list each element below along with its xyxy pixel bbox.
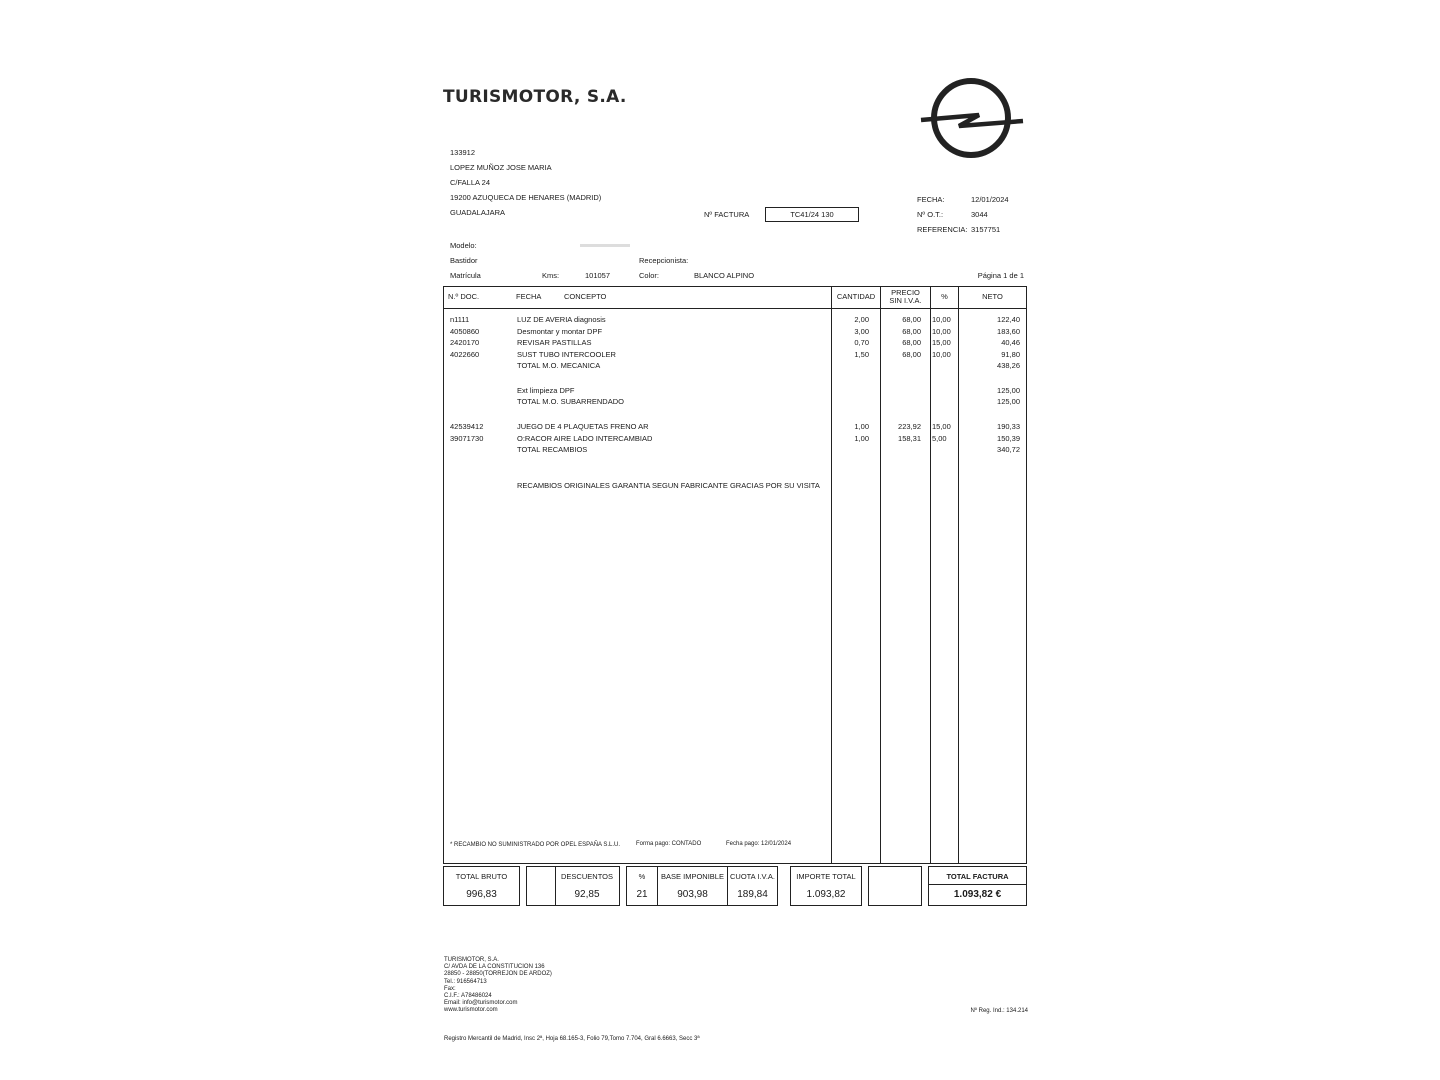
total-bruto-label: TOTAL BRUTO bbox=[455, 872, 508, 881]
color-value: BLANCO ALPINO bbox=[694, 271, 755, 280]
header-neto: NETO bbox=[982, 292, 1003, 301]
empty-box bbox=[868, 866, 922, 906]
tax-box bbox=[626, 866, 778, 906]
modelo-label: Modelo: bbox=[450, 241, 477, 250]
header-precio-sin-iva: SIN I.V.A. bbox=[889, 296, 922, 305]
bastidor-label: Bastidor bbox=[450, 256, 478, 265]
header-cantidad: CANTIDAD bbox=[836, 292, 876, 301]
footer-line: 28850 - 28850(TORREJON DE ARDOZ) bbox=[444, 971, 552, 978]
iva-pct-label: % bbox=[638, 872, 646, 881]
iva-pct-value: 21 bbox=[636, 889, 648, 900]
reg-ind: Nº Reg. Ind.: 134.214 bbox=[970, 1008, 1028, 1014]
table-row: 2420170 REVISAR PASTILLAS 0,70 68,00 15,00 40,46 bbox=[450, 338, 1020, 347]
base-imponible-value: 903,98 bbox=[677, 889, 708, 900]
referencia-value: 3157751 bbox=[971, 225, 1001, 234]
registro-mercantil: Registro Mercantil de Madrid, Insc 2ª, Hoja 68.165-3, Folio 79,Tomo 7.704, Gral 6.6663, Secc 3ª bbox=[444, 1036, 700, 1042]
table-row: 4050860 Desmontar y montar DPF 3,00 68,00 10,00 183,60 bbox=[450, 326, 1020, 336]
forma-pago: Forma pago: CONTADO bbox=[636, 841, 702, 847]
table-row: Ext limpieza DPF 125,00 bbox=[517, 386, 1020, 395]
invoice-number-label: Nº FACTURA bbox=[704, 210, 750, 219]
page-indicator: Página 1 de 1 bbox=[977, 271, 1024, 280]
table-row: 39071730 O:RACOR AIRE LADO INTERCAMBIAD 1,00 158,31 5,00 150,39 bbox=[450, 433, 1020, 443]
kms-label: Kms: bbox=[542, 271, 560, 280]
company-footer bbox=[444, 957, 552, 1015]
footer-line: Tel.: 916564713 bbox=[444, 978, 487, 985]
cuota-iva-label: CUOTA I.V.A. bbox=[729, 872, 775, 881]
customer-city: 19200 AZUQUECA DE HENARES (MADRID) bbox=[450, 193, 602, 202]
footer-line: www.turismotor.com bbox=[444, 1007, 498, 1014]
opel-logo-icon bbox=[919, 76, 1025, 160]
ot-value: 3044 bbox=[971, 210, 988, 219]
footer-line: Email: info@turismotor.com bbox=[444, 1000, 518, 1007]
footer-line: C/ AVDA DE LA CONSTITUCION 136 bbox=[444, 964, 545, 971]
fecha-pago: Fecha pago: 12/01/2024 bbox=[726, 841, 792, 847]
fecha-label: FECHA: bbox=[917, 195, 945, 204]
redacted-modelo bbox=[580, 244, 630, 247]
descuentos-value: 92,85 bbox=[574, 889, 600, 900]
descuentos-box bbox=[526, 866, 620, 906]
table-row: 4022660 SUST TUBO INTERCOOLER 1,50 68,00 10,00 91,80 bbox=[450, 349, 1020, 359]
warranty-note: RECAMBIOS ORIGINALES GARANTIA SEGUN FABRICANTE GRACIAS POR SU VISITA bbox=[517, 481, 820, 490]
kms-value: 101057 bbox=[585, 271, 611, 280]
cuota-iva-value: 189,84 bbox=[737, 889, 768, 900]
total-factura-box bbox=[928, 866, 1027, 906]
footer-line: TURISMOTOR, S.A. bbox=[444, 957, 499, 963]
matricula-label: Matrícula bbox=[450, 271, 481, 280]
footer-line: Fax: bbox=[444, 985, 456, 992]
invoice-lines-table bbox=[443, 286, 1027, 864]
table-row-subtotal: TOTAL RECAMBIOS 340,72 bbox=[517, 445, 1020, 454]
importe-total-box bbox=[790, 866, 862, 906]
base-imponible-label: BASE IMPONIBLE bbox=[661, 872, 724, 881]
descuentos-label: DESCUENTOS bbox=[561, 872, 613, 881]
footnote: * RECAMBIO NO SUMINISTRADO POR OPEL ESPAÑA S.L.U. bbox=[450, 842, 621, 848]
importe-total-value: 1.093,82 bbox=[806, 889, 846, 900]
header-pct: % bbox=[941, 292, 948, 301]
header-precio: PRECIO bbox=[891, 288, 920, 297]
table-row-subtotal: TOTAL M.O. SUBARRENDADO 125,00 bbox=[517, 397, 1020, 406]
header-fecha: FECHA bbox=[516, 292, 542, 301]
customer-code: 133912 bbox=[450, 148, 476, 157]
table-row: 42539412 JUEGO DE 4 PLAQUETAS FRENO AR 1,00 223,92 15,00 190,33 bbox=[450, 422, 1020, 431]
table-row-subtotal: TOTAL M.O. MECANICA 438,26 bbox=[517, 361, 1020, 370]
ot-label: Nº O.T.: bbox=[917, 210, 944, 219]
customer-name: LOPEZ MUÑOZ JOSE MARIA bbox=[450, 163, 552, 172]
total-factura-label: TOTAL FACTURA bbox=[946, 872, 1009, 881]
customer-province: GUADALAJARA bbox=[450, 208, 506, 217]
referencia-label: REFERENCIA: bbox=[917, 225, 968, 234]
table-row: n1111 LUZ DE AVERIA diagnosis 2,00 68,00 10,00 122,40 bbox=[450, 315, 1020, 324]
fecha-value: 12/01/2024 bbox=[971, 195, 1009, 204]
company-name: TURISMOTOR, S.A. bbox=[443, 87, 627, 107]
customer-street: C/FALLA 24 bbox=[450, 178, 491, 187]
header-doc: N.º DOC. bbox=[448, 292, 480, 301]
recepcionista-label: Recepcionista: bbox=[639, 256, 689, 265]
total-bruto-box bbox=[443, 866, 520, 906]
invoice-number: TC41/24 130 bbox=[765, 207, 859, 222]
color-label: Color: bbox=[639, 271, 660, 280]
header-concepto: CONCEPTO bbox=[564, 292, 607, 301]
total-factura-value: 1.093,82 € bbox=[953, 889, 1002, 900]
footer-line: C.I.F.: A78486024 bbox=[444, 993, 492, 1000]
importe-total-label: IMPORTE TOTAL bbox=[796, 872, 856, 881]
total-bruto-value: 996,83 bbox=[466, 889, 497, 900]
